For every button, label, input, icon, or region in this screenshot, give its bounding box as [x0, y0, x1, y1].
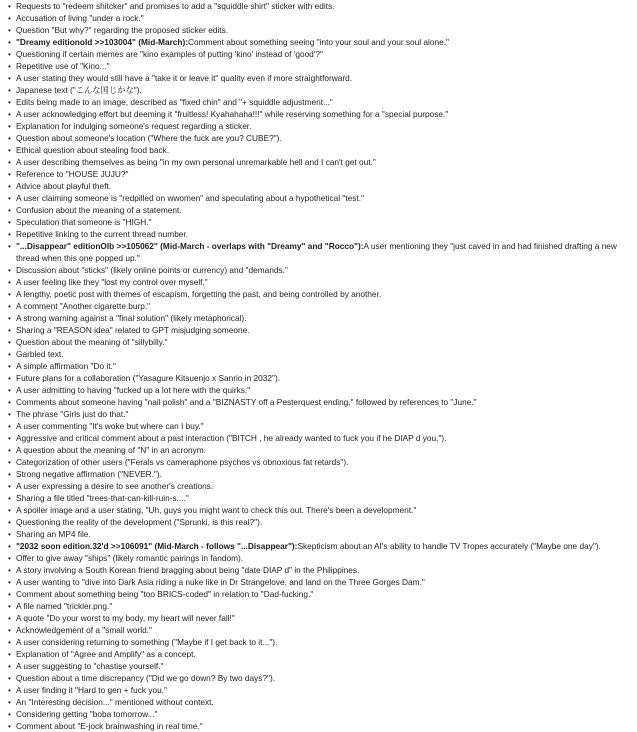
list-item — [6, 504, 631, 516]
bullet-icon: • — [8, 109, 11, 119]
bullet-icon: • — [8, 661, 11, 671]
list-item — [6, 588, 631, 600]
bullet-icon: • — [8, 313, 11, 323]
list-item-text: A user considering returning to something ("Maybe if I get back to it..."). — [16, 637, 278, 647]
list-item — [6, 84, 631, 96]
bullet-icon: • — [8, 553, 11, 563]
list-item-text: Questioning the reality of the development ("Sprunki, is this real?"). — [16, 517, 263, 527]
bullet-icon: • — [8, 25, 11, 35]
list-item — [6, 180, 631, 192]
list-item — [6, 60, 631, 72]
list-item — [6, 708, 631, 720]
list-item-text: Considering getting "boba tomorrow..." — [16, 709, 158, 719]
list-item — [6, 480, 631, 492]
list-item — [6, 648, 631, 660]
bullet-icon: • — [8, 13, 11, 23]
bullet-icon: • — [8, 145, 11, 155]
list-item-text: Explanation for indulging someone's request regarding a sticker. — [16, 121, 252, 131]
bullet-icon: • — [8, 205, 11, 215]
list-item — [6, 240, 631, 264]
list-item — [6, 432, 631, 444]
bullet-icon: • — [8, 385, 11, 395]
list-item-text: Aggressive and critical comment about a past interaction ("BITCH , he already wanted to fuck you if he DIAP d you."). — [16, 433, 447, 443]
list-item — [6, 360, 631, 372]
list-item — [6, 108, 631, 120]
bullet-icon: • — [8, 409, 11, 419]
list-item — [6, 720, 631, 732]
list-item — [6, 12, 631, 24]
list-item — [6, 24, 631, 36]
list-item — [6, 516, 631, 528]
list-item-text: Japanese text ("こんな国じかな"). — [16, 85, 142, 95]
list-item-heading: "Dreamy editionold >>103004" (Mid-March): — [16, 37, 189, 47]
list-item-text: A strong warning against a "final solution" (likely metaphorical). — [16, 313, 247, 323]
list-item — [6, 468, 631, 480]
list-item-text: A simple affirmation "Do it." — [16, 361, 116, 371]
list-item-text: Questioning if certain memes are "kino examples of putting 'kino' instead of 'good'?" — [16, 49, 323, 59]
bullet-icon: • — [8, 337, 11, 347]
list-item-text: A user describing themselves as being "in my own personal unremarkable hell and I can't get out." — [16, 157, 376, 167]
list-item-text: Question about a time discrepancy ("Did we go down? By two days?"). — [16, 673, 276, 683]
bullet-icon: • — [8, 49, 11, 59]
list-item-text: Sharing a "REASON idea" related to GPT misjudging someone. — [16, 325, 250, 335]
bullet-icon: • — [8, 517, 11, 527]
list-item — [6, 420, 631, 432]
bullet-icon: • — [8, 529, 11, 539]
list-item — [6, 156, 631, 168]
list-item — [6, 336, 631, 348]
bullet-icon: • — [8, 589, 11, 599]
list-item — [6, 120, 631, 132]
list-item-text: A user feeling like they "lost my control over myself." — [16, 277, 208, 287]
list-item-text: Strong negative affirmation ("NEVER."). — [16, 469, 162, 479]
list-item-text: Skepticism about an AI's ability to handle TV Tropes accurately ("Maybe one day"). — [297, 541, 601, 551]
list-item-heading: "...Disappear" editionOlb >>105062" (Mid-March - overlaps with "Dreamy" and "Rocco"): — [16, 241, 364, 251]
bullet-icon: • — [8, 157, 11, 167]
bullet-icon: • — [8, 481, 11, 491]
list-item-text: Edits being made to an image, described as "fixed chin" and "+ squiddle adjustment..." — [16, 97, 333, 107]
list-item — [6, 324, 631, 336]
list-item — [6, 0, 631, 12]
bullet-icon: • — [8, 241, 11, 251]
list-item-heading: "2032 soon edition.32'd >>106091" (Mid-March - follows "...Disappear"): — [16, 541, 298, 551]
bullet-icon: • — [8, 673, 11, 683]
list-item-text: Comment about "E-jock brainwashing in real time." — [16, 721, 203, 731]
bullet-icon: • — [8, 37, 11, 47]
list-item — [6, 384, 631, 396]
bullet-icon: • — [8, 277, 11, 287]
bullet-icon: • — [8, 193, 11, 203]
bullet-icon: • — [8, 721, 11, 731]
list-item — [6, 612, 631, 624]
list-item — [6, 264, 631, 276]
list-item — [6, 288, 631, 300]
list-item-text: Discussion about "sticks" (likely online points or currency) and "demands." — [16, 265, 288, 275]
list-item — [6, 564, 631, 576]
list-item — [6, 72, 631, 84]
list-item — [6, 660, 631, 672]
bullet-icon: • — [8, 397, 11, 407]
list-item-text: A question about the meaning of "N" in an acronym. — [16, 445, 206, 455]
list-item — [6, 540, 631, 552]
list-item — [6, 696, 631, 708]
bullet-icon: • — [8, 133, 11, 143]
bullet-icon: • — [8, 433, 11, 443]
list-item-text: Offer to give away "ships" (likely romantic pairings in fandom). — [16, 553, 244, 563]
list-item-text: A user stating they would still have a "take it or leave it" quality even if more straightforward. — [16, 73, 353, 83]
list-item-text: Comment about something seeing "into your soul and your soul alone." — [188, 37, 449, 47]
list-item-text: A user claiming someone is "redpilled on wwomen" and speculating about a hypothetical "test." — [16, 193, 365, 203]
bullet-icon: • — [8, 421, 11, 431]
list-item-text: Question about the meaning of "sillybilly." — [16, 337, 168, 347]
list-item-text: A story involving a South Korean friend bragging about being "date DIAP d" in the Philippines. — [16, 565, 360, 575]
list-item — [6, 600, 631, 612]
list-item — [6, 36, 631, 48]
list-item — [6, 372, 631, 384]
list-item — [6, 204, 631, 216]
list-item-text: Reference to "HOUSE JUJU?" — [16, 169, 129, 179]
bullet-icon: • — [8, 373, 11, 383]
list-item-text: A user acknowledging effort but deeming it "fruitless! Kyahahaha!!!" while reserving something for a "special purpose." — [16, 109, 449, 119]
list-item — [6, 552, 631, 564]
bullet-icon: • — [8, 493, 11, 503]
bullet-icon: • — [8, 361, 11, 371]
bullet-icon: • — [8, 625, 11, 635]
list-item-text: A user wanting to "dive into Dark Asia riding a nuke like in Dr Strangelove, and land on the Three Gorges Dam." — [16, 577, 425, 587]
bullet-icon: • — [8, 121, 11, 131]
list-item — [6, 348, 631, 360]
list-item-text: Confusion about the meaning of a statement. — [16, 205, 182, 215]
bullet-icon: • — [8, 565, 11, 575]
list-item-text: Comment about something being "too BRICS-coded" in relation to "Dad-fucking." — [16, 589, 314, 599]
list-item — [6, 192, 631, 204]
list-item — [6, 216, 631, 228]
list-item-text: Acknowledgement of a "small world." — [16, 625, 152, 635]
bullet-icon: • — [8, 289, 11, 299]
list-item-text: A lengthy, poetic post with themes of escapism, forgetting the past, and being controlled by another. — [16, 289, 382, 299]
list-item-text: A user admitting to having "fucked up a lot here with the quirks." — [16, 385, 251, 395]
bullet-icon: • — [8, 301, 11, 311]
bullet-icon: • — [8, 229, 11, 239]
list-item-text: Comments about someone having "nail polish" and a "BIZNASTY off a Pesterquest ending," followed by references to "June." — [16, 397, 477, 407]
list-item — [6, 576, 631, 588]
list-item-text: A user mentioning they "just caved in and had finished drafting a new thread when this one popped up." — [16, 241, 617, 263]
list-item-text: A user finding it "Hard to gen + fuck you." — [16, 685, 167, 695]
list-item-text: A user expressing a desire to see another's creations. — [16, 481, 214, 491]
list-item — [6, 228, 631, 240]
list-item-text: A user suggesting to "chastise yourself." — [16, 661, 164, 671]
list-item-text: Ethical question about stealing food back. — [16, 145, 170, 155]
list-item — [6, 96, 631, 108]
bullet-icon: • — [8, 709, 11, 719]
list-item-text: Future plans for a collaboration ("Yasagure Kitsuenjo x Sanrio in 2032"). — [16, 373, 281, 383]
list-item — [6, 624, 631, 636]
list-item-text: Repetitive use of "Kino..." — [16, 61, 110, 71]
list-item-text: Advice about playful theft. — [16, 181, 112, 191]
bullet-icon: • — [8, 613, 11, 623]
bullet-icon: • — [8, 697, 11, 707]
bullet-icon: • — [8, 181, 11, 191]
list-item-text: Question "But why?" regarding the proposed sticker edits. — [16, 25, 229, 35]
bullet-icon: • — [8, 685, 11, 695]
bullet-icon: • — [8, 85, 11, 95]
bullet-icon: • — [8, 541, 11, 551]
list-item-text: Sharing a file titled "trees-that-can-kill-ruin-s...." — [16, 493, 189, 503]
bullet-icon: • — [8, 1, 11, 11]
bullet-icon: • — [8, 457, 11, 467]
list-item-text: Sharing an MP4 file. — [16, 529, 91, 539]
list-item — [6, 672, 631, 684]
bullet-icon: • — [8, 637, 11, 647]
list-item — [6, 396, 631, 408]
list-item — [6, 168, 631, 180]
list-item-text: A comment "Another cigarette burp." — [16, 301, 151, 311]
list-item — [6, 444, 631, 456]
bullet-icon: • — [8, 169, 11, 179]
bullet-icon: • — [8, 649, 11, 659]
list-item — [6, 300, 631, 312]
list-item-text: Requests to "redeem shitcker" and promises to add a "squiddle shirt" sticker with edits. — [16, 1, 335, 11]
bullet-icon: • — [8, 61, 11, 71]
list-item-text: Categorization of other users ("Ferals vs cameraphone psychos vs obnoxious fat retards"). — [16, 457, 349, 467]
list-item-text: An "Interesting decision..." mentioned without context. — [16, 697, 214, 707]
bullet-icon: • — [8, 265, 11, 275]
list-item — [6, 144, 631, 156]
list-item-text: A spoiler image and a user stating, "Uh, guys you might want to check this out. There's been a development." — [16, 505, 417, 515]
bullet-icon: • — [8, 577, 11, 587]
bullet-icon: • — [8, 325, 11, 335]
list-item-text: Repetitive linking to the current thread number. — [16, 229, 189, 239]
bullet-icon: • — [8, 445, 11, 455]
bullet-icon: • — [8, 505, 11, 515]
list-item-text: Garbled text. — [16, 349, 64, 359]
bullet-icon: • — [8, 97, 11, 107]
bullet-icon: • — [8, 349, 11, 359]
bullet-icon: • — [8, 73, 11, 83]
list-item — [6, 528, 631, 540]
list-item — [6, 408, 631, 420]
list-item — [6, 276, 631, 288]
bullet-icon: • — [8, 217, 11, 227]
list-item — [6, 492, 631, 504]
list-item-text: A user commenting "It's woke but where can I buy." — [16, 421, 204, 431]
list-item — [6, 312, 631, 324]
list-item — [6, 456, 631, 468]
list-item-text: The phrase "Girls just do that." — [16, 409, 129, 419]
list-item — [6, 132, 631, 144]
list-item-text: Explanation of "Agree and Amplify" as a concept. — [16, 649, 196, 659]
bullet-icon: • — [8, 601, 11, 611]
list-item-text: Accusation of living "under a rock." — [16, 13, 144, 23]
list-item-text: A file named "trickler.png." — [16, 601, 113, 611]
bullet-icon: • — [8, 469, 11, 479]
list-item — [6, 636, 631, 648]
list-item-text: A quote "Do your worst to my body, my heart will never fall!" — [16, 613, 235, 623]
list-item-text: Question about someone's location ("Where the fuck are you? CUBE?"). — [16, 133, 282, 143]
list-item — [6, 48, 631, 60]
list-item — [6, 684, 631, 696]
list-item-text: Speculation that someone is "HIGH." — [16, 217, 152, 227]
